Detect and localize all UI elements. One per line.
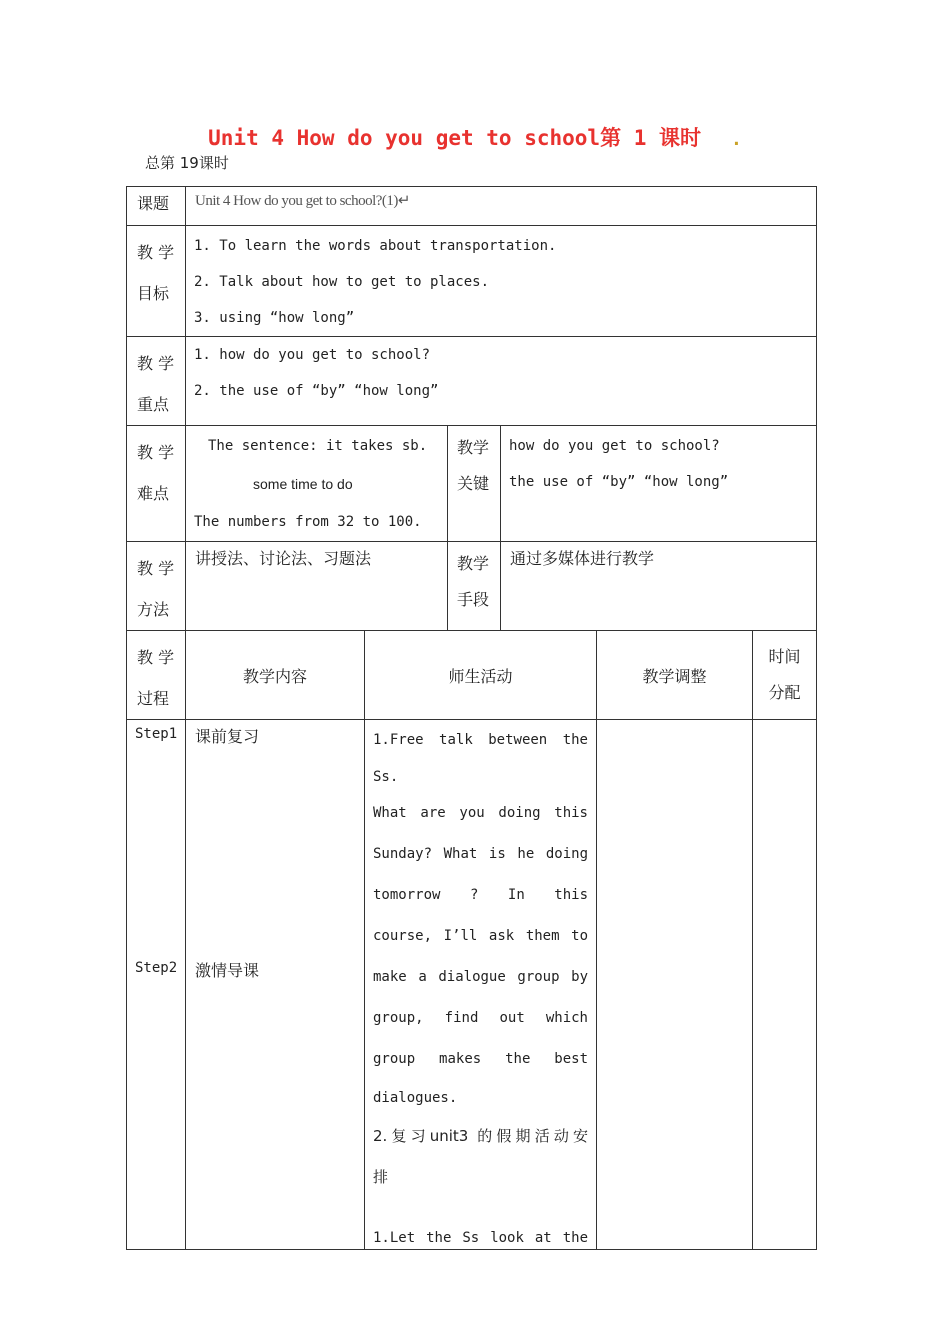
difficulty-item: The sentence: it takes sb. xyxy=(208,438,428,454)
key-points-label-line-2: 重点 xyxy=(137,395,170,414)
topic-value-cell xyxy=(186,187,817,226)
time-header-line-1: 时间 xyxy=(768,647,801,666)
means-value-cell xyxy=(501,542,817,631)
objectives-label-line-2: 目标 xyxy=(137,284,170,303)
steps-activity-cell xyxy=(365,720,597,1250)
means-label-cell xyxy=(448,542,501,631)
steps-time-cell xyxy=(753,720,817,1250)
key-points-label-cell xyxy=(127,337,186,426)
adjust-column-header: 教学调整 xyxy=(597,631,753,720)
objectives-row xyxy=(127,226,817,337)
activity-line: group makes the best xyxy=(373,1051,588,1067)
title-text: Unit 4 How do you get to school第 1 课时 xyxy=(208,126,702,150)
key-list xyxy=(501,426,817,542)
activity-line: make a dialogue group by xyxy=(373,969,588,985)
difficulties-list xyxy=(186,426,448,542)
steps-row xyxy=(127,720,817,1250)
difficulties-label-line-1: 教 学 xyxy=(137,443,175,462)
methods-label-line-1: 教 学 xyxy=(137,559,175,578)
topic-label-cell xyxy=(127,187,186,226)
activity-column-header: 师生活动 xyxy=(365,631,597,720)
lesson-count: 总第 19课时 xyxy=(145,154,229,172)
topic-label: 课题 xyxy=(137,194,170,213)
objective-item: 1. To learn the words about transportation. xyxy=(194,238,557,254)
activity-line: group, find out which xyxy=(373,1010,588,1026)
content-column-header: 教学内容 xyxy=(186,631,365,720)
methods-label xyxy=(127,542,185,630)
time-column-header xyxy=(753,631,817,720)
objectives-label xyxy=(127,226,185,314)
steps-content-cell xyxy=(186,720,365,1250)
process-label-line-2: 过程 xyxy=(137,689,170,708)
objective-item: 2. Talk about how to get to places. xyxy=(194,274,490,290)
key-label xyxy=(448,426,500,502)
step2-label: Step2 xyxy=(135,960,178,976)
key-point-item: 1. how do you get to school? xyxy=(194,347,431,363)
time-header-line-2: 分配 xyxy=(768,683,801,702)
activity-line: Sunday? What is he doing xyxy=(373,846,588,862)
document-title xyxy=(0,122,950,152)
activity-line: 排 xyxy=(373,1168,389,1186)
difficulties-row xyxy=(127,426,817,542)
process-header-row xyxy=(127,631,817,720)
means-label-line-2: 手段 xyxy=(457,590,490,609)
key-label-line-1: 教学 xyxy=(457,438,490,457)
activity-line: course, I’ll ask them to xyxy=(373,928,588,944)
methods-label-line-2: 方法 xyxy=(137,600,170,619)
steps-adjust-cell xyxy=(597,720,753,1250)
topic-value: Unit 4 How do you get to school?(1)↵ xyxy=(195,193,410,209)
means-label-line-1: 教学 xyxy=(457,554,490,573)
process-label-cell xyxy=(127,631,186,720)
key-item: how do you get to school? xyxy=(509,438,720,454)
key-point-item: 2. the use of “by” “how long” xyxy=(194,383,439,399)
step2-content: 激情导课 xyxy=(195,961,260,980)
topic-row xyxy=(127,187,817,226)
difficulties-label-cell xyxy=(127,426,186,542)
activity-line xyxy=(373,1198,588,1218)
objectives-label-line-1: 教 学 xyxy=(137,243,175,262)
title-mark: . xyxy=(731,129,742,150)
activity-line: tomorrow ? In this xyxy=(373,887,588,903)
methods-row xyxy=(127,542,817,631)
objectives-list xyxy=(186,226,817,337)
key-label-line-2: 关键 xyxy=(457,474,490,493)
objectives-label-cell xyxy=(127,226,186,337)
key-item: the use of “by” “how long” xyxy=(509,474,729,490)
difficulty-item: some time to do xyxy=(253,476,353,492)
activity-line: 1.Free talk between the xyxy=(373,732,588,748)
step1-content: 课前复习 xyxy=(195,727,260,746)
means-value: 通过多媒体进行教学 xyxy=(510,549,655,568)
key-label-cell xyxy=(448,426,501,542)
difficulties-label-line-2: 难点 xyxy=(137,484,170,503)
step1-label: Step1 xyxy=(135,726,178,742)
activity-line: Ss. xyxy=(373,769,399,785)
key-points-row xyxy=(127,337,817,426)
process-label xyxy=(127,631,185,719)
activity-line: 1.Let the Ss look at the xyxy=(373,1230,588,1246)
means-label xyxy=(448,542,500,618)
process-label-line-1: 教 学 xyxy=(137,648,175,667)
steps-label-cell xyxy=(127,720,186,1250)
key-points-list xyxy=(186,337,817,426)
activity-line: 2.复习unit3 的假期活动安 xyxy=(373,1127,588,1145)
objective-item: 3. using “how long” xyxy=(194,310,355,326)
activity-line: What are you doing this xyxy=(373,805,588,821)
difficulties-label xyxy=(127,426,185,514)
activity-line: dialogues. xyxy=(373,1090,458,1106)
methods-label-cell xyxy=(127,542,186,631)
methods-value-cell xyxy=(186,542,448,631)
lesson-plan-table xyxy=(126,186,817,1250)
methods-value: 讲授法、讨论法、习题法 xyxy=(195,549,372,568)
difficulty-item: The numbers from 32 to 100. xyxy=(194,514,422,530)
key-points-label xyxy=(127,337,185,425)
key-points-label-line-1: 教 学 xyxy=(137,354,175,373)
